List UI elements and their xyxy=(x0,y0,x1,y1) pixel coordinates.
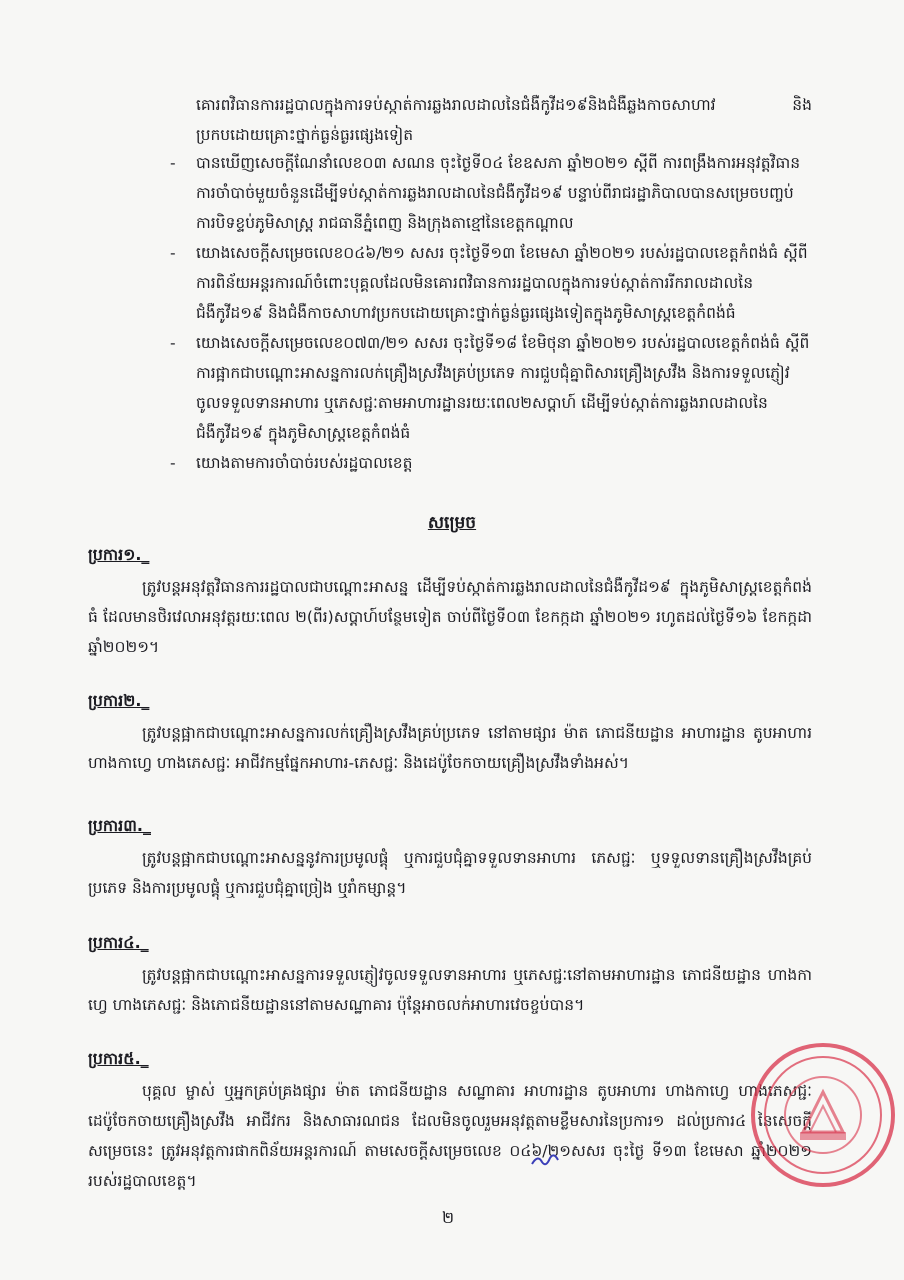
initial-mark xyxy=(530,1150,560,1170)
list-item: - យោងសេចក្តីសម្រេចលេខ០៧៣/២១ សសរ ចុះថ្ងៃទី១៨ ខែមិថុនា ឆ្នាំ២០២១ របស់រដ្ឋបាលខេត្តកំពង់ធំ ស្តីពីការផ្អាកជាបណ្តោះអាសន្នការលក់គ្រឿងស្រវឹងគ្រប់ប្រភេទ ការជួបជុំគ្នាពិសារគ្រឿងស្រវឹង និងការទទួលភ្ញៀវចូលទទួលទានអាហារ ឬភេសជ្ជៈតាមអាហារដ្ឋានរយៈពេល២សប្តាហ៍ ដើម្បីទប់ស្កាត់ការឆ្លងរាលដាលនៃជំងឺកូវីដ១៩ ក្នុងភូមិសាស្ត្រខេត្តកំពង់ធំ xyxy=(170,328,810,448)
article-3-title: ប្រការ៣._ xyxy=(88,816,151,835)
list-item: - បានឃើញសេចក្តីណែនាំលេខ០៣ សណន ចុះថ្ងៃទី០៤ ខែឧសភា ឆ្នាំ២០២១ ស្តីពី ការពង្រឹងការអនុវត្តវិធានការចាំបាច់មួយចំនួនដើម្បីទប់ស្កាត់ការឆ្លងរាលដាលនៃជំងឺកូវីដ១៩ បន្ទាប់ពីរាជរដ្ឋាភិបាលបានសម្រេចបញ្ចប់ការបិទខ្ទប់ភូមិសាស្ត្រ រាជធានីភ្នំពេញ និងក្រុងតាខ្មៅនៃខេត្តកណ្តាល xyxy=(170,148,810,238)
list-item: - យោងតាមការចាំបាច់របស់រដ្ឋបាលខេត្ត xyxy=(170,448,810,478)
reference-list xyxy=(170,148,810,478)
decision-heading: សម្រេច xyxy=(427,513,477,533)
page-number: ២ xyxy=(442,1208,455,1227)
article-2-body: ត្រូវបន្តផ្អាកជាបណ្តោះអាសន្នការលក់គ្រឿងស្រវឹងគ្រប់ប្រភេទ នៅតាមផ្សារ ម៉ាត ភោជនីយដ្ឋាន អាហារដ្ឋាន តូបអាហារ ហាងកាហ្វេ ហាងភេសជ្ជៈ អាជីវកម្មផ្នែកអាហារ-ភេសជ្ជៈ និងដេប៉ូចែកចាយគ្រឿងស្រវឹងទាំងអស់។ xyxy=(88,724,812,772)
intro-paragraph: គោរពវិធានការរដ្ឋបាលក្នុងការទប់ស្កាត់ការឆ្លងរាលដាលនៃជំងឺកូវីដ១៩និងជំងឺឆ្លងកាចសាហាវ និង ប្រកបដោយគ្រោះថ្នាក់ធ្ងន់ធ្ងរផ្សេងទៀត xyxy=(196,96,812,144)
article-2-title: ប្រការ២._ xyxy=(88,691,150,710)
list-item: - យោងសេចក្តីសម្រេចលេខ០៤៦/២១ សសរ ចុះថ្ងៃទី១៣ ខែមេសា ឆ្នាំ២០២១ របស់រដ្ឋបាលខេត្តកំពង់ធំ ស្តីពីការពិន័យអន្តរការណ៍ចំពោះបុគ្គលដែលមិនគោរពវិធានការរដ្ឋបាលក្នុងការទប់ស្កាត់ការរីករាលដាលនៃជំងឺកូវីដ១៩ និងជំងឺកាចសាហាវប្រកបដោយគ្រោះថ្នាក់ធ្ងន់ធ្ងរផ្សេងទៀតក្នុងភូមិសាស្ត្រខេត្តកំពង់ធំ xyxy=(170,238,810,328)
article-5-body: បុគ្គល ម្ចាស់ ឬអ្នកគ្រប់គ្រងផ្សារ ម៉ាត ភោជនីយដ្ឋាន សណ្ឋាគារ អាហារដ្ឋាន តូបអាហារ ហាងកាហ្វេ ហាងភេសជ្ជៈ ដេប៉ូចែកចាយគ្រឿងស្រវឹង អាជីវករ និងសាធារណជន ដែលមិនចូលរួមអនុវត្តតាមខ្លឹមសារនៃប្រការ១ ដល់ប្រការ៤ នៃសេចក្តីសម្រេចនេះ ត្រូវអនុវត្តការផាកពិន័យអន្តរការណ៍ តាមសេចក្តីសម្រេចលេខ ០៤៦/២១សសរ ចុះថ្ងៃ ទី១៣ ខែមេសា ឆ្នាំ២០២១ របស់រដ្ឋបាលខេត្ត។ xyxy=(88,1082,812,1190)
article-1-title: ប្រការ១._ xyxy=(88,545,150,564)
article-1-body: ត្រូវបន្តអនុវត្តវិធានការរដ្ឋបាលជាបណ្តោះអាសន្ន ដើម្បីទប់ស្កាត់ការឆ្លងរាលដាលនៃជំងឺកូវីដ១៩ ក្នុងភូមិសាស្ត្រខេត្តកំពង់ធំ ដែលមានថិរវេលាអនុវត្តរយៈពេល ២(ពីរ)សប្តាហ៍បន្ថែមទៀត ចាប់ពីថ្ងៃទី០៣ ខែកក្កដា ឆ្នាំ២០២១ រហូតដល់ថ្ងៃទី១៦ ខែកក្កដា ឆ្នាំ២០២១។ xyxy=(88,578,812,656)
article-4-body: ត្រូវបន្តផ្អាកជាបណ្តោះអាសន្នការទទួលភ្ញៀវចូលទទួលទានអាហារ ឬភេសជ្ជៈនៅតាមអាហារដ្ឋាន ភោជនីយដ្ឋាន ហាងកាហ្វេ ហាងភេសជ្ជៈ និងភោជនីយដ្ឋាននៅតាមសណ្ឋាគារ ប៉ុន្តែអាចលក់អាហារវេចខ្ចប់បាន។ xyxy=(88,966,812,1014)
article-5-title: ប្រការ៥._ xyxy=(88,1049,149,1068)
official-seal xyxy=(748,1040,898,1190)
article-3-body: ត្រូវបន្តផ្អាកជាបណ្តោះអាសន្ននូវការប្រមូលផ្តុំ ឬការជួបជុំគ្នាទទួលទានអាហារ ភេសជ្ជៈ ឬទទួលទានគ្រឿងស្រវឹងគ្រប់ប្រភេទ និងការប្រមូលផ្តុំ ឬការជួបជុំគ្នាច្រៀង ឬរាំកម្សាន្ត។ xyxy=(88,849,812,897)
article-4-title: ប្រការ៤._ xyxy=(88,933,149,952)
